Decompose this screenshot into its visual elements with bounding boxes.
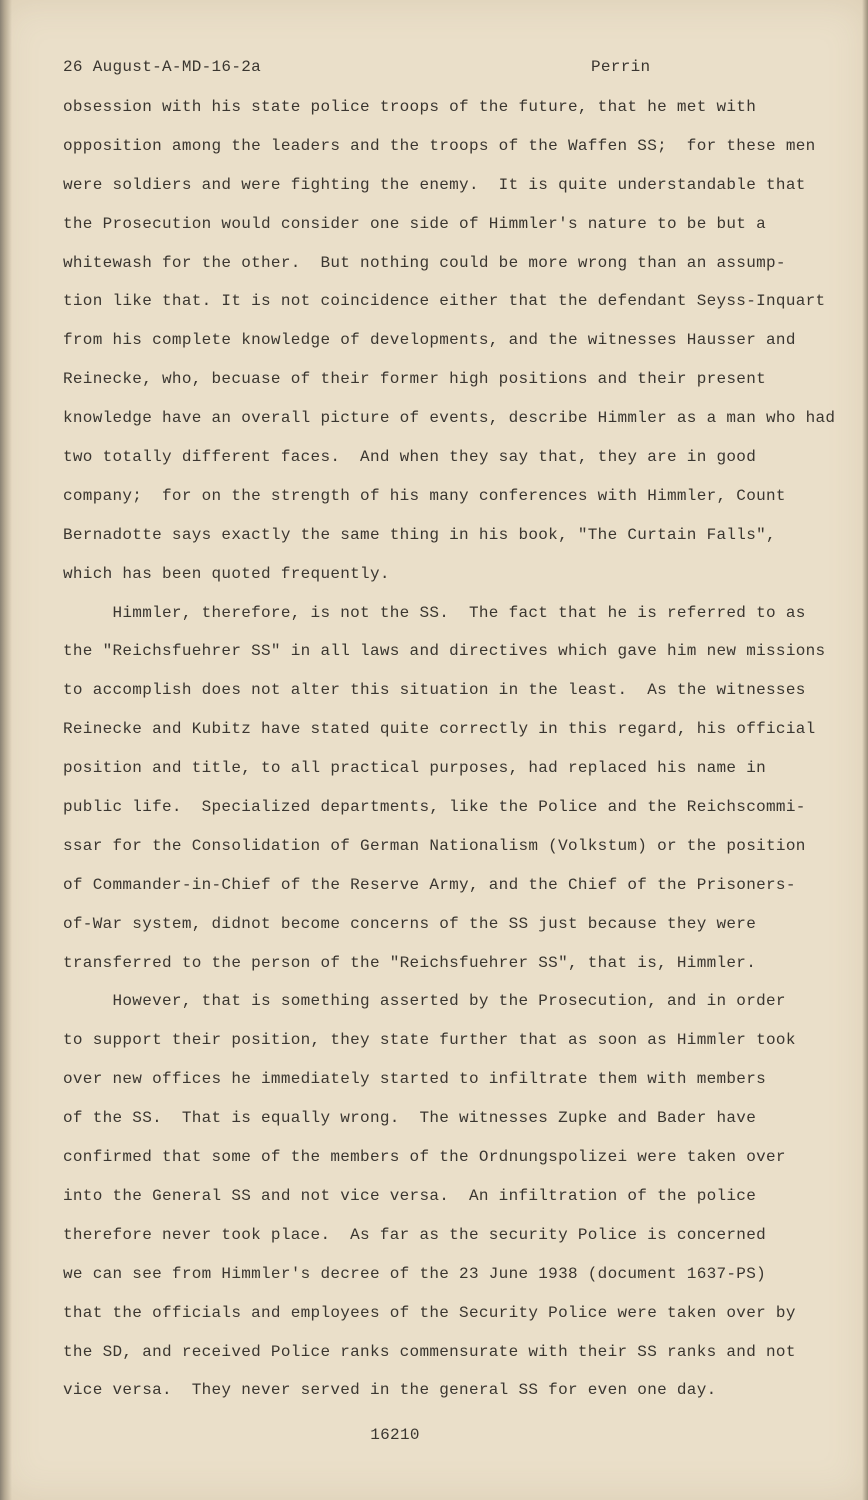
text-line: obsession with his state police troops of the future, that he met with (63, 98, 757, 116)
text-line: from his complete knowledge of developments, and the witnesses Hausser and (63, 331, 796, 350)
text-line: two totally different faces. And when they say that, they are in good (63, 448, 757, 467)
text-line: opposition among the leaders and the troops of the Waffen SS; for these men (63, 136, 816, 155)
text-line: the "Reichsfuehrer SS" in all laws and directives which gave him new missions (63, 642, 826, 661)
text-line: were soldiers and were fighting the enemy. It is quite understandable that (63, 175, 806, 194)
text-line: to support their position, they state further that as soon as Himmler took (63, 1031, 796, 1050)
text-line: therefore never took place. As far as the security Police is concerned (63, 1225, 767, 1244)
text-line: of the SS. That is equally wrong. The witnesses Zupke and Bader have (63, 1109, 757, 1128)
text-line: Reinecke and Kubitz have stated quite correctly in this regard, his official (63, 720, 816, 739)
text-line: the SD, and received Police ranks commensurate with their SS ranks and not (63, 1342, 796, 1361)
text-line: confirmed that some of the members of the Ordnungspolizei were taken over (63, 1148, 786, 1167)
text-line: vice versa. They never served in the general SS for even one day. (63, 1381, 717, 1400)
text-line: to accomplish does not alter this situation in the least. As the witnesses (63, 681, 806, 700)
text-line: position and title, to all practical purposes, had replaced his name in (63, 759, 767, 778)
transcript-body (63, 95, 836, 1417)
text-line: of-War system, didnot become concerns of the SS just because they were (63, 914, 757, 933)
text-line: company; for on the strength of his many conferences with Himmler, Count (63, 486, 786, 505)
text-line: whitewash for the other. But nothing could be more wrong than an assump- (63, 253, 786, 272)
text-line: we can see from Himmler's decree of the 23 June 1938 (document 1637-PS) (63, 1264, 767, 1283)
text-line: Reinecke, who, becuase of their former high positions and their present (63, 370, 767, 389)
text-line: knowledge have an overall picture of events, describe Himmler as a man who had (63, 409, 836, 428)
text-line: Bernadotte says exactly the same thing in his book, "The Curtain Falls", (63, 525, 776, 544)
text-line: which has been quoted frequently. (63, 564, 390, 583)
page-right-edge (862, 0, 868, 1500)
text-line: over new offices he immediately started to infiltrate them with members (63, 1070, 767, 1089)
document-reference: 26 August-A-MD-16-2a (63, 58, 262, 76)
speaker-name: Perrin (591, 58, 651, 76)
text-line: tion like that. It is not coincidence either that the defendant Seyss-Inquart (63, 292, 826, 311)
page-header (63, 58, 653, 82)
text-line: into the General SS and not vice versa. An infiltration of the police (63, 1186, 757, 1205)
text-line: the Prosecution would consider one side of Himmler's nature to be but a (63, 214, 767, 233)
text-line: Himmler, therefore, is not the SS. The fact that he is referred to as (63, 603, 806, 622)
page-number: 16210 (370, 1426, 420, 1444)
text-line: that the officials and employees of the Security Police were taken over by (63, 1303, 796, 1322)
text-line: However, that is something asserted by the Prosecution, and in order (63, 992, 786, 1011)
text-line: ssar for the Consolidation of German Nationalism (Volkstum) or the position (63, 836, 806, 855)
text-line: transferred to the person of the "Reichsfuehrer SS", that is, Himmler. (63, 953, 757, 972)
text-line: public life. Specialized departments, like the Police and the Reichscommi- (63, 798, 806, 817)
text-line: of Commander-in-Chief of the Reserve Army, and the Chief of the Prisoners- (63, 875, 796, 894)
page-left-edge (0, 0, 12, 1500)
